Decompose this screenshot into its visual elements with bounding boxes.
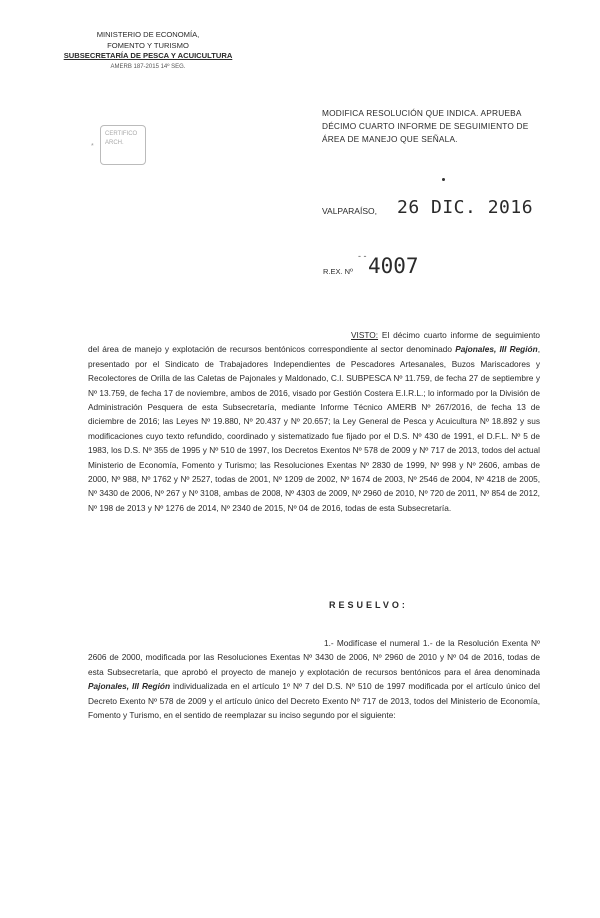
visto-sector: Pajonales, III Región (455, 344, 538, 355)
article-1-text-2: individualizada en el artículo 1º Nº 7 del D.S. Nº 510 de 1997 modificada por el artículo único del Decreto Exento Nº 578 de 2009 y el artículo único del Decreto Exento Nº 717 de 2013, todos del Ministerio de Economía, Fomento y Turismo, en el sentido de reemplazar su inciso segundo por el siguiente: (88, 681, 540, 721)
visto-text-2: , presentado por el Sindicato de Trabajadores Independientes de Pescadores Artesanales, Buzos Mariscadores y Recolectores de Orilla de las Caletas de Pajonales y Maldonado, C.I. SUBPESCA Nº 11.759, de fecha 27 de septiembre y Nº 13.759, de fecha 17 de noviembre, ambos de 2016, visado por Gestión Costera E.I.R.L.; lo informado por la División de Administración Pesquera de esta Subsecretaría, mediante Informe Técnico AMERB Nº 267/2016, de fecha 13 de diciembre de 2016; las Leyes Nº 19.880, Nº 20.437 y Nº 20.657; la Ley General de Pesca y Acuicultura Nº 18.892 y sus modificaciones cuyo texto refundido, coordinado y sistematizado fue fijado por el D.S. Nº 430 de 1991, el D.F.L. Nº 5 de 1983, los D.S. Nº 355 de 1995 y Nº 510 de 1997, los Decretos Exentos Nº 578 de 2009 y Nº 717 de 2013, todos del actual Ministerio de Economía, Fomento y Turismo; las Resoluciones Exentas Nº 2830 de 1999, Nº 998 y Nº 2606, ambas de 2000, Nº 988, Nº 1762 y Nº 2527, todas de 2001, Nº 1209 de 2002, Nº 1674 de 2003, Nº 2546 de 2004, Nº 4218 de 2005, Nº 3430 de 2006, Nº 267 y Nº 3108, ambas de 2008, Nº 4303 de 2009, Nº 2960 de 2010, Nº 720 de 2011, Nº 854 de 2012, Nº 198 de 2013 y Nº 1276 de 2014, Nº 2340 de 2015, Nº 04 de 2016, todas de esta Subsecretaría. (88, 344, 541, 513)
reference-code: AMERB 187-2015 14º SEG. (110, 63, 186, 70)
ministry-name-cont: FOMENTO Y TURISMO (107, 40, 189, 50)
stamp-line-1: CERTIFICO (105, 131, 138, 137)
resolution-label: R.EX. Nº (323, 267, 353, 276)
ministry-header (48, 30, 248, 72)
place: VALPARAÍSO, (322, 206, 377, 216)
subsecretariat-name: SUBSECRETARÍA DE PESCA Y ACUICULTURA (63, 51, 233, 60)
resolution-number: 4007 (368, 254, 419, 278)
article-1-text-1: 1.- Modifícase el numeral 1.- de la Resolución Exenta Nº 2606 de 2000, modificada por las Resoluciones Exentas Nº 3430 de 2006, Nº 2960 de 2010 y Nº 04 de 2016, todas de esta Subsecretaría, que aprobó el proyecto de manejo y explotación de recursos bentónicos para el área denominada (88, 638, 540, 677)
article-1-paragraph (88, 636, 540, 722)
visto-text-1: El décimo cuarto informe de seguimiento del área de manejo y explotación de recursos bentónicos correspondiente al sector denominado (88, 330, 540, 355)
visto-label: VISTO: (351, 330, 379, 340)
subject-heading: MODIFICA RESOLUCIÓN QUE INDICA. APRUEBA DÉCIMO CUARTO INFORME DE SEGUIMIENTO DE ÁREA DE MANEJO QUE SEÑALA. (322, 108, 529, 144)
article-1-sector: Pajonales, III Región (88, 681, 171, 692)
ministry-name: MINISTERIO DE ECONOMÍA, (96, 30, 200, 39)
dot-mark (442, 178, 445, 181)
resuelvo-heading: RESUELVO: (329, 600, 408, 610)
date-stamp: 26 DIC. 2016 (397, 197, 534, 218)
office-stamp (91, 125, 146, 165)
visto-paragraph (88, 328, 540, 515)
stamp-line-2: ARCH. (105, 140, 124, 146)
rex-dash: - - (358, 251, 367, 261)
stamp-mark: * (91, 143, 94, 150)
